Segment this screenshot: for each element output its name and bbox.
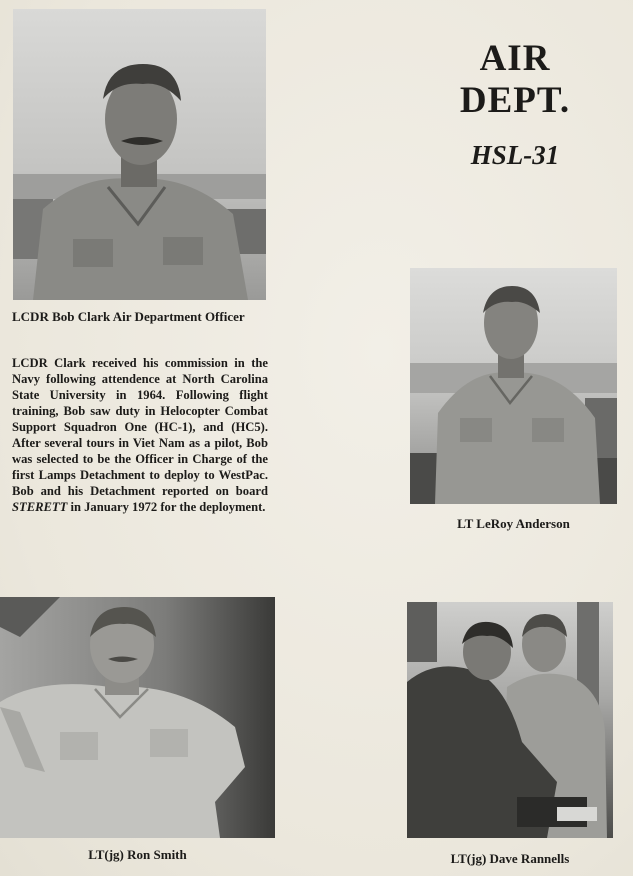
page-title <box>440 38 590 122</box>
caption-leroy-anderson: LT LeRoy Anderson <box>457 516 570 531</box>
title-line-2: DEPT. <box>459 80 571 121</box>
bio-paragraph <box>12 355 268 515</box>
bio-text-before: LCDR Clark received his commission in the Navy following attendence at North Carolina State University in 1964. Following flight training, Bob saw duty in Helocopter Combat Support Squadron One (HC-1), and (HC5). After several tours in Viet Nam as a pilot, Bob was selected to be the Officer in Charge of the first Lamps Detachment to deploy to WestPac. Bob and his Detachment reported on board <box>12 356 268 498</box>
squadron-subtitle: HSL-31 <box>470 140 560 170</box>
caption-bob-clark: LCDR Bob Clark Air Department Officer <box>12 309 245 324</box>
caption-dave-rannells: LT(jg) Dave Rannells <box>450 851 570 866</box>
bio-text-after: in January 1972 for the deployment. <box>67 500 266 514</box>
photo-leroy-anderson <box>410 268 617 504</box>
photo-bob-clark <box>13 9 266 300</box>
bio-ship-name: STERETT <box>12 500 68 514</box>
caption-ron-smith: LT(jg) Ron Smith <box>88 847 187 862</box>
title-line-1: AIR <box>479 38 551 79</box>
photo-dave-rannells <box>407 602 613 838</box>
photo-ron-smith <box>0 597 275 838</box>
